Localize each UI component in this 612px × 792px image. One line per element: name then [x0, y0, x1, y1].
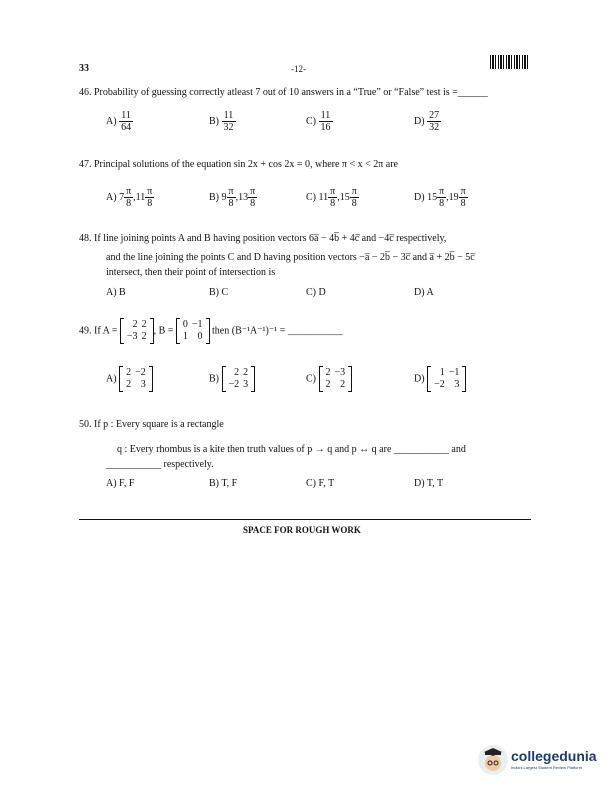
q49-option-b: B) 2 2 −2 3 — [209, 366, 255, 392]
barcode — [490, 55, 530, 69]
q50-option-a: A) F, F — [106, 478, 135, 489]
q46-option-d: D) $\frac{27}{32}$ — [414, 110, 440, 133]
page-code: 33 — [79, 63, 89, 74]
q50-option-c: C) F, T — [306, 478, 335, 489]
q50-line2: q : Every rhombus is a kite then truth values of p → q and p ↔ q are ___________ and — [117, 444, 466, 455]
q49-option-d: D) 1 −1 −2 3 — [414, 366, 466, 392]
q50-line3: ___________ respectively. — [106, 459, 214, 470]
q46-option-b: B) $\frac{11}{32}$ — [209, 110, 234, 133]
collegedunia-logo — [478, 745, 508, 775]
q50-line1: 50. If p : Every square is a rectangle — [79, 419, 224, 430]
logo-tagline: India's Largest Student Review Platform — [511, 765, 583, 770]
q46-option-a: A) $\frac{11}{64}$ — [106, 110, 132, 133]
q48-option-a: A) B — [106, 287, 126, 298]
q47-option-b: B) 9 $\frac{\pi}{8}$ ,13 $\frac{\pi}{8}$ — [209, 186, 256, 209]
page-number: -12- — [291, 64, 306, 74]
logo-name: collegedunia — [511, 748, 597, 764]
q47-option-d: D) 15 $\frac{\pi}{8}$ ,19 $\frac{\pi}{8}$ — [414, 186, 466, 209]
q46-text: 46. Probability of guessing correctly atleast 7 out of 10 answers in a “True” or “False” test is =______ — [79, 87, 488, 98]
q47-option-c: C) 11 $\frac{\pi}{8}$ ,15 $\frac{\pi}{8}$ — [306, 186, 357, 209]
q48-option-b: B) C — [209, 287, 229, 298]
q49-statement: 49. If A = 2 2 −3 2 , B = 0 −1 1 0 then (B⁻¹A⁻¹)⁻¹ = ___________ — [79, 319, 343, 342]
mascot-icon — [478, 745, 508, 775]
q47-option-a: A) 7 $\frac{\pi}{8}$ ,11 $\frac{\pi}{8}$ — [106, 186, 153, 209]
q50-option-b: B) T, F — [209, 478, 238, 489]
q46-option-c: C) $\frac{11}{16}$ — [306, 110, 331, 133]
q48-line2: and the line joining the points C and D having position vectors −a̅ − 2b̅ − 3c̅ and a̅ + 2b̅ − 5c̅ — [106, 252, 475, 263]
q48-line3: intersect, then their point of intersection is — [106, 267, 276, 278]
matrix-a: 2 2 −3 2 — [120, 318, 154, 344]
matrix-b: 0 −1 1 0 — [176, 318, 210, 344]
divider-line — [79, 519, 531, 520]
q48-option-c: C) D — [306, 287, 326, 298]
q49-option-a: A) 2 −2 2 3 — [106, 366, 153, 392]
q47-text: 47. Principal solutions of the equation sin 2x + cos 2x = 0, where π < x < 2π are — [79, 159, 398, 170]
q49-option-c: C) 2 −3 2 2 — [306, 366, 352, 392]
q50-option-d: D) T, T — [414, 478, 444, 489]
q48-line1: 48. If line joining points A and B having position vectors 6a̅ − 4b̅ + 4c̅ and −4c̅ respectively, — [79, 233, 447, 244]
rough-work-label: SPACE FOR ROUGH WORK — [243, 525, 361, 535]
q48-option-d: D) A — [414, 287, 434, 298]
